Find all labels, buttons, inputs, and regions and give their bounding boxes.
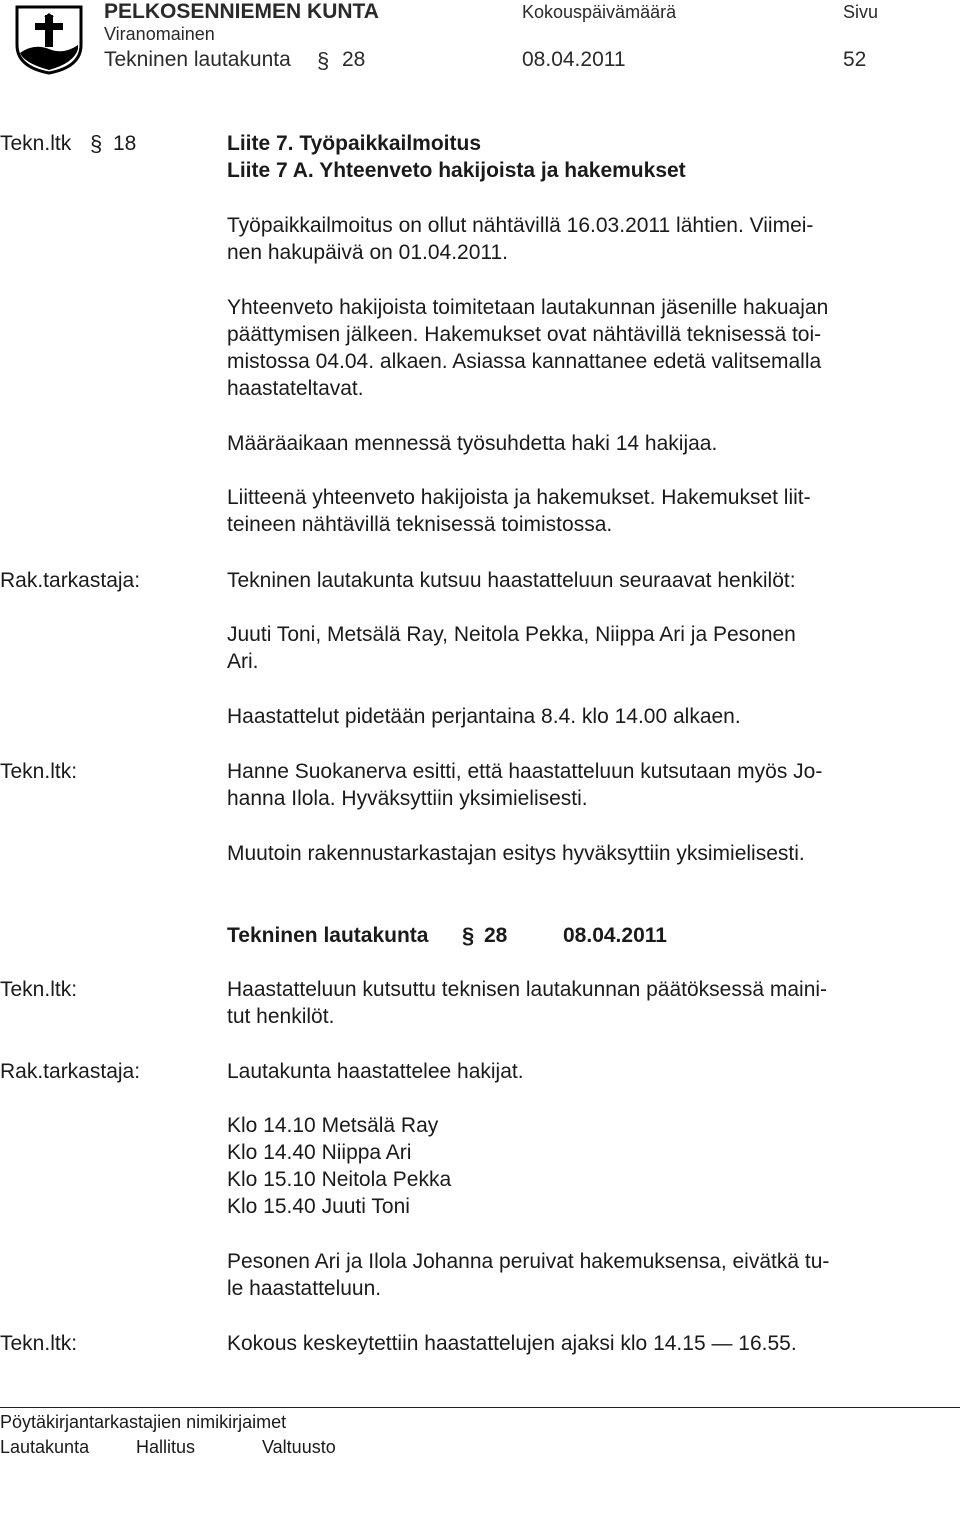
header-meeting-no: 28	[342, 48, 366, 71]
tekn-ltk-label-3: Tekn.ltk:	[0, 1332, 78, 1355]
header-subtitle: Viranomainen	[104, 24, 215, 44]
footer-title: Pöytäkirjantarkastajien nimikirjaimet	[0, 1412, 287, 1432]
paragraph-12-line-2: le haastatteluun.	[227, 1277, 382, 1300]
paragraph-4-line-2: teineen nähtävillä teknisessä toimistossa.	[227, 513, 613, 536]
attachment-2: Liite 7 A. Yhteenveto hakijoista ja hakemukset	[227, 159, 686, 182]
sub-heading-date: 08.04.2011	[563, 924, 667, 947]
footer-col-hallitus: Hallitus	[136, 1437, 196, 1457]
tekn-ltk-label-1: Tekn.ltk:	[0, 760, 78, 783]
sub-heading-name: Tekninen lautakunta	[227, 924, 429, 947]
rak-tarkastaja-label-2: Rak.tarkastaja:	[0, 1060, 141, 1083]
paragraph-7: Haastattelut pidetään perjantaina 8.4. klo 14.00 alkaen.	[227, 705, 741, 728]
paragraph-3: Määräaikaan mennessä työsuhdetta haki 14 hakijaa.	[227, 432, 718, 455]
schedule-item: Klo 14.10 Metsälä Ray	[227, 1114, 439, 1137]
rak-tarkastaja-label: Rak.tarkastaja:	[0, 569, 141, 592]
paragraph-1-line-1: Työpaikkailmoitus on ollut nähtävillä 16.03.2011 lähtien. Viimei-	[227, 214, 814, 237]
paragraph-9: Muutoin rakennustarkastajan esitys hyväksyttiin yksimielisesti.	[227, 842, 805, 865]
schedule-item: Klo 15.10 Neitola Pekka	[227, 1168, 452, 1191]
paragraph-6-line-1: Juuti Toni, Metsälä Ray, Neitola Pekka, Niippa Ari ja Pesonen	[227, 623, 796, 646]
header-date: 08.04.2011	[522, 48, 626, 71]
header-date-label: Kokouspäivämäärä	[522, 2, 677, 22]
footer-col-lautakunta: Lautakunta	[0, 1437, 90, 1457]
paragraph-13: Kokous keskeytettiin haastattelujen ajaksi klo 14.15 — 16.55.	[227, 1332, 797, 1355]
paragraph-8-line-2: hanna Ilola. Hyväksyttiin yksimielisesti.	[227, 787, 588, 810]
attachment-1: Liite 7. Työpaikkailmoitus	[227, 132, 482, 155]
section-ref-mark: §	[90, 131, 103, 156]
paragraph-10-line-2: tut henkilöt.	[227, 1005, 335, 1028]
header-org-name: PELKOSENNIEMEN KUNTA	[104, 0, 379, 23]
sub-heading-no: 28	[484, 924, 508, 947]
paragraph-2-line-1: Yhteenveto hakijoista toimitetaan lautakunnan jäsenille hakuajan	[227, 296, 829, 319]
paragraph-2-line-3: mistossa 04.04. alkaen. Asiassa kannattanee edetä valitsemalla	[227, 350, 822, 373]
footer-divider	[0, 1407, 960, 1408]
paragraph-8-line-1: Hanne Suokanerva esitti, että haastatteluun kutsutaan myös Jo-	[227, 760, 823, 783]
schedule-item: Klo 14.40 Niippa Ari	[227, 1141, 412, 1164]
paragraph-4-line-1: Liitteenä yhteenveto hakijoista ja hakemukset. Hakemukset liit-	[227, 486, 811, 509]
schedule-item: Klo 15.40 Juuti Toni	[227, 1195, 410, 1218]
paragraph-6-line-2: Ari.	[227, 650, 259, 673]
paragraph-1-line-2: nen hakupäivä on 01.04.2011.	[227, 241, 509, 264]
sub-heading-section-mark: §	[462, 923, 475, 948]
header-body-name: Tekninen lautakunta	[104, 48, 291, 71]
header-page-label: Sivu	[843, 2, 879, 22]
footer-col-valtuusto: Valtuusto	[262, 1437, 336, 1457]
municipality-coat-of-arms	[14, 5, 84, 75]
header-page-number: 52	[843, 48, 867, 71]
paragraph-11: Lautakunta haastattelee hakijat.	[227, 1060, 524, 1083]
paragraph-12-line-1: Pesonen Ari ja Ilola Johanna peruivat hakemuksensa, eivätkä tu-	[227, 1250, 830, 1273]
paragraph-10-line-1: Haastatteluun kutsuttu teknisen lautakunnan päätöksessä maini-	[227, 978, 828, 1001]
paragraph-5: Tekninen lautakunta kutsuu haastatteluun seuraavat henkilöt:	[227, 569, 796, 592]
header-section-mark: §	[317, 48, 330, 73]
paragraph-2-line-2: päättymisen jälkeen. Hakemukset ovat nähtävillä teknisessä toi-	[227, 323, 822, 346]
section-ref-label: Tekn.ltk	[0, 132, 72, 155]
paragraph-2-line-4: haastateltavat.	[227, 377, 364, 400]
tekn-ltk-label-2: Tekn.ltk:	[0, 978, 78, 1001]
section-ref-no: 18	[113, 132, 137, 155]
